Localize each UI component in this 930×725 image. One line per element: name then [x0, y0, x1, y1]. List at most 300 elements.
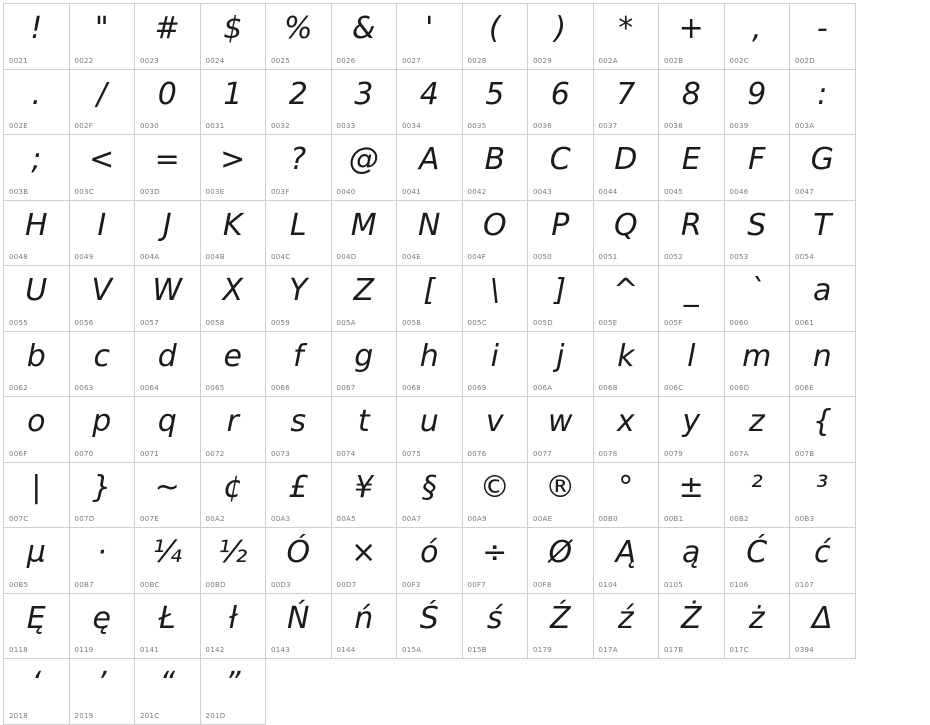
- glyph-cell[interactable]: [528, 528, 594, 594]
- glyph-character: ”: [224, 666, 241, 701]
- glyph-character: 7: [616, 76, 636, 112]
- glyph-codepoint: 0056: [74, 318, 94, 327]
- glyph-character: ©: [479, 469, 510, 505]
- glyph-cell[interactable]: [266, 70, 332, 136]
- glyph-codepoint: 004A: [140, 253, 160, 261]
- glyph-cell[interactable]: [463, 201, 529, 267]
- glyph-cell[interactable]: [332, 463, 398, 529]
- glyph-cell[interactable]: [594, 70, 660, 136]
- glyph-character: Δ: [811, 600, 833, 636]
- glyph-codepoint: 00F8: [533, 580, 552, 589]
- glyph-codepoint: 007A: [729, 449, 749, 458]
- glyph-character: =: [154, 142, 180, 177]
- glyph-character: ¼: [152, 535, 182, 570]
- glyph-cell[interactable]: [266, 463, 332, 529]
- glyph-cell[interactable]: [790, 266, 856, 332]
- glyph-cell[interactable]: [594, 594, 660, 660]
- glyph-cell[interactable]: [266, 266, 332, 332]
- glyph-cell[interactable]: [725, 70, 791, 136]
- glyph-codepoint: 2018: [9, 711, 29, 720]
- glyph-cell[interactable]: [725, 4, 791, 70]
- glyph-cell[interactable]: [4, 528, 70, 594]
- glyph-codepoint: 002A: [598, 56, 618, 65]
- glyph-cell[interactable]: [397, 135, 463, 201]
- glyph-character: M: [350, 207, 377, 243]
- glyph-cell[interactable]: [4, 659, 70, 725]
- glyph-codepoint: 201C: [140, 711, 160, 720]
- glyph-codepoint: 005F: [664, 318, 683, 327]
- glyph-cell[interactable]: [4, 201, 70, 267]
- glyph-character: ń: [354, 600, 374, 636]
- glyph-cell[interactable]: [332, 4, 398, 70]
- glyph-codepoint: 00A9: [467, 515, 487, 523]
- glyph-cell[interactable]: [528, 4, 594, 70]
- glyph-character: J: [162, 207, 172, 243]
- glyph-codepoint: 0024: [205, 56, 225, 65]
- glyph-character: (: [488, 11, 501, 46]
- glyph-cell[interactable]: [528, 201, 594, 267]
- glyph-cell[interactable]: [463, 266, 529, 332]
- glyph-cell[interactable]: [332, 528, 398, 594]
- glyph-codepoint: 017A: [598, 646, 618, 654]
- glyph-character: V: [91, 273, 113, 308]
- glyph-codepoint: 0074: [336, 449, 356, 458]
- glyph-character: u: [419, 404, 439, 439]
- glyph-cell[interactable]: [332, 201, 398, 267]
- glyph-character: £: [288, 469, 308, 505]
- glyph-character: ó: [420, 535, 439, 570]
- glyph-codepoint: 2019: [74, 711, 94, 720]
- glyph-character: R: [680, 207, 702, 243]
- glyph-character: j: [556, 338, 565, 374]
- glyph-codepoint: 00A5: [336, 515, 356, 523]
- glyph-cell[interactable]: [201, 463, 267, 529]
- glyph-cell[interactable]: [790, 4, 856, 70]
- glyph-cell[interactable]: [659, 266, 725, 332]
- glyph-codepoint: 0045: [664, 187, 684, 196]
- glyph-cell[interactable]: [70, 528, 136, 594]
- glyph-cell[interactable]: [4, 594, 70, 660]
- glyph-cell[interactable]: [397, 266, 463, 332]
- glyph-cell[interactable]: [201, 594, 267, 660]
- glyph-codepoint: 005E: [598, 318, 618, 327]
- glyph-codepoint: 004C: [271, 253, 291, 261]
- glyph-cell[interactable]: [332, 266, 398, 332]
- glyph-character: %: [283, 11, 313, 46]
- glyph-codepoint: 0075: [402, 449, 422, 458]
- glyph-cell[interactable]: [201, 135, 267, 201]
- glyph-codepoint: 0065: [205, 384, 225, 392]
- glyph-cell[interactable]: [463, 397, 529, 463]
- glyph-character: B: [484, 142, 506, 177]
- glyph-character: ?: [290, 142, 307, 177]
- glyph-cell[interactable]: [659, 594, 725, 660]
- glyph-character: Ż: [680, 600, 702, 636]
- glyph-codepoint: 003B: [9, 187, 29, 196]
- glyph-codepoint: 0041: [402, 187, 422, 196]
- glyph-cell[interactable]: [70, 70, 136, 136]
- glyph-cell[interactable]: [135, 594, 201, 660]
- glyph-codepoint: 0104: [598, 580, 618, 589]
- glyph-cell[interactable]: [201, 4, 267, 70]
- glyph-character: q: [157, 404, 177, 439]
- glyph-character: H: [24, 207, 48, 243]
- glyph-cell[interactable]: [70, 332, 136, 398]
- glyph-character: Ł: [158, 600, 176, 636]
- glyph-character: E: [681, 142, 701, 177]
- glyph-cell[interactable]: [725, 397, 791, 463]
- glyph-cell[interactable]: [4, 397, 70, 463]
- glyph-codepoint: 017C: [729, 646, 749, 654]
- glyph-cell[interactable]: [659, 135, 725, 201]
- glyph-character: |: [31, 469, 42, 505]
- glyph-character: 5: [485, 76, 505, 112]
- glyph-character: h: [419, 338, 439, 374]
- glyph-cell[interactable]: [70, 594, 136, 660]
- glyph-cell[interactable]: [659, 397, 725, 463]
- glyph-codepoint: 002D: [795, 56, 815, 65]
- glyph-codepoint: 002E: [9, 122, 28, 130]
- glyph-character: W: [152, 273, 183, 308]
- glyph-character: Ć: [746, 535, 768, 570]
- glyph-character: ': [425, 11, 434, 46]
- glyph-character: s: [290, 404, 307, 439]
- glyph-codepoint: 0068: [402, 384, 422, 392]
- glyph-character: d: [157, 338, 177, 374]
- glyph-cell[interactable]: [790, 201, 856, 267]
- glyph-cell[interactable]: [594, 135, 660, 201]
- glyph-codepoint: 0062: [9, 384, 29, 392]
- glyph-character: ·: [96, 535, 107, 570]
- glyph-codepoint: 00D3: [271, 580, 291, 589]
- glyph-codepoint: 0106: [729, 580, 749, 589]
- glyph-character: <: [89, 142, 115, 177]
- glyph-codepoint: 0023: [140, 56, 160, 65]
- glyph-character: “: [159, 666, 176, 701]
- glyph-cell[interactable]: [266, 201, 332, 267]
- glyph-cell[interactable]: [659, 4, 725, 70]
- glyph-cell[interactable]: [463, 135, 529, 201]
- glyph-character: v: [485, 404, 504, 439]
- glyph-cell[interactable]: [201, 528, 267, 594]
- glyph-cell[interactable]: [135, 70, 201, 136]
- glyph-cell[interactable]: [594, 4, 660, 70]
- glyph-cell[interactable]: [594, 332, 660, 398]
- glyph-cell[interactable]: [332, 594, 398, 660]
- glyph-codepoint: 0072: [205, 449, 225, 458]
- glyph-character: ½: [218, 535, 248, 570]
- glyph-cell[interactable]: [397, 332, 463, 398]
- glyph-character: ^: [613, 273, 639, 308]
- glyph-character: }: [92, 469, 112, 505]
- glyph-cell[interactable]: [397, 463, 463, 529]
- glyph-codepoint: 0034: [402, 122, 422, 130]
- glyph-cell[interactable]: [594, 528, 660, 594]
- glyph-cell[interactable]: [790, 397, 856, 463]
- glyph-character: ś: [486, 600, 503, 636]
- glyph-cell[interactable]: [70, 659, 136, 725]
- glyph-cell[interactable]: [725, 135, 791, 201]
- glyph-cell[interactable]: [4, 4, 70, 70]
- glyph-cell[interactable]: [790, 135, 856, 201]
- glyph-codepoint: 00BD: [205, 580, 226, 589]
- glyph-cell[interactable]: [528, 397, 594, 463]
- glyph-cell[interactable]: [528, 594, 594, 660]
- glyph-cell[interactable]: [70, 135, 136, 201]
- glyph-cell[interactable]: [201, 266, 267, 332]
- glyph-cell[interactable]: [4, 266, 70, 332]
- glyph-cell[interactable]: [463, 528, 529, 594]
- glyph-character: ~: [154, 469, 180, 505]
- glyph-character: O: [482, 207, 507, 243]
- glyph-character: $: [223, 11, 243, 46]
- glyph-cell[interactable]: [201, 201, 267, 267]
- glyph-codepoint: 003C: [74, 187, 94, 196]
- glyph-character: f: [292, 338, 304, 374]
- glyph-cell[interactable]: [135, 332, 201, 398]
- glyph-character: ]: [554, 273, 567, 308]
- glyph-cell[interactable]: [4, 135, 70, 201]
- glyph-codepoint: 0141: [140, 646, 160, 654]
- glyph-codepoint: 017B: [664, 646, 684, 654]
- glyph-cell[interactable]: [70, 266, 136, 332]
- glyph-character: e: [223, 338, 242, 374]
- glyph-character: Ø: [548, 535, 573, 570]
- glyph-character: k: [617, 338, 635, 374]
- glyph-character: S: [747, 207, 767, 243]
- glyph-cell[interactable]: [725, 332, 791, 398]
- glyph-cell[interactable]: [397, 70, 463, 136]
- glyph-cell[interactable]: [790, 332, 856, 398]
- glyph-codepoint: 006D: [729, 384, 750, 392]
- glyph-cell[interactable]: [790, 463, 856, 529]
- glyph-grid: [3, 3, 856, 725]
- glyph-character: ¢: [223, 469, 243, 505]
- glyph-character: t: [357, 404, 370, 439]
- glyph-cell[interactable]: [332, 332, 398, 398]
- glyph-character: ę: [92, 600, 111, 636]
- glyph-codepoint: 0048: [9, 253, 29, 261]
- glyph-codepoint: 0144: [336, 646, 356, 654]
- glyph-codepoint: 00BC: [140, 580, 160, 589]
- glyph-character: ÷: [482, 535, 508, 570]
- glyph-codepoint: 0060: [729, 318, 749, 327]
- glyph-codepoint: 007D: [74, 515, 95, 523]
- glyph-cell[interactable]: [725, 528, 791, 594]
- glyph-codepoint: 00B5: [9, 580, 29, 589]
- glyph-codepoint: 00B3: [795, 515, 815, 523]
- glyph-cell[interactable]: [463, 594, 529, 660]
- glyph-cell[interactable]: [70, 397, 136, 463]
- glyph-codepoint: 0035: [467, 122, 487, 130]
- glyph-codepoint: 0179: [533, 646, 553, 654]
- glyph-character: &: [352, 11, 376, 46]
- glyph-character: ź: [617, 600, 634, 636]
- glyph-cell[interactable]: [70, 201, 136, 267]
- glyph-codepoint: 0049: [74, 253, 94, 261]
- glyph-cell[interactable]: [528, 70, 594, 136]
- glyph-character: w: [547, 404, 573, 439]
- glyph-character: _: [683, 273, 699, 308]
- glyph-character: P: [551, 207, 570, 243]
- glyph-cell[interactable]: [266, 397, 332, 463]
- glyph-codepoint: 0105: [664, 580, 684, 589]
- glyph-codepoint: 0040: [336, 187, 356, 196]
- glyph-cell[interactable]: [332, 397, 398, 463]
- glyph-cell[interactable]: [463, 332, 529, 398]
- glyph-cell[interactable]: [4, 70, 70, 136]
- glyph-cell[interactable]: [4, 463, 70, 529]
- glyph-codepoint: 0033: [336, 122, 356, 130]
- glyph-cell[interactable]: [725, 201, 791, 267]
- glyph-cell[interactable]: [528, 135, 594, 201]
- glyph-codepoint: 005B: [402, 318, 422, 327]
- glyph-cell[interactable]: [594, 201, 660, 267]
- glyph-cell[interactable]: [201, 332, 267, 398]
- glyph-cell[interactable]: [135, 463, 201, 529]
- glyph-character: *: [618, 11, 634, 46]
- glyph-cell[interactable]: [463, 70, 529, 136]
- glyph-character: ż: [748, 600, 765, 636]
- glyph-character: Ę: [26, 600, 46, 636]
- glyph-character: ®: [545, 469, 576, 505]
- glyph-character: n: [812, 338, 832, 374]
- glyph-cell[interactable]: [463, 463, 529, 529]
- glyph-codepoint: 006C: [664, 384, 684, 392]
- glyph-codepoint: 0059: [271, 318, 291, 327]
- glyph-cell[interactable]: [528, 266, 594, 332]
- glyph-character: l: [687, 338, 696, 374]
- glyph-codepoint: 007C: [9, 515, 29, 523]
- glyph-cell[interactable]: [70, 4, 136, 70]
- glyph-codepoint: 00F3: [402, 580, 421, 589]
- glyph-cell[interactable]: [725, 463, 791, 529]
- glyph-cell[interactable]: [397, 594, 463, 660]
- glyph-character: ł: [228, 600, 238, 636]
- glyph-character: A: [418, 142, 440, 177]
- glyph-codepoint: 0058: [205, 318, 225, 327]
- glyph-codepoint: 00B2: [729, 515, 749, 523]
- glyph-character: Z: [353, 273, 375, 308]
- glyph-codepoint: 005D: [533, 318, 553, 327]
- glyph-cell[interactable]: [135, 659, 201, 725]
- glyph-codepoint: 003A: [795, 122, 815, 130]
- glyph-codepoint: 0030: [140, 122, 160, 130]
- glyph-character: ą: [682, 535, 701, 570]
- glyph-codepoint: 0037: [598, 122, 618, 130]
- glyph-cell[interactable]: [594, 397, 660, 463]
- glyph-cell[interactable]: [659, 70, 725, 136]
- glyph-codepoint: 003F: [271, 187, 290, 196]
- glyph-codepoint: 00D7: [336, 580, 357, 589]
- glyph-cell[interactable]: [659, 463, 725, 529]
- glyph-codepoint: 0079: [664, 449, 684, 458]
- glyph-character: ): [554, 11, 567, 46]
- glyph-codepoint: 015A: [402, 646, 422, 654]
- glyph-cell[interactable]: [332, 70, 398, 136]
- glyph-codepoint: 0061: [795, 318, 815, 327]
- glyph-cell[interactable]: [266, 332, 332, 398]
- glyph-codepoint: 0051: [598, 253, 618, 261]
- glyph-cell[interactable]: [659, 201, 725, 267]
- glyph-cell[interactable]: [397, 528, 463, 594]
- glyph-cell[interactable]: [201, 659, 267, 725]
- glyph-codepoint: 0063: [74, 384, 94, 392]
- glyph-character: /: [96, 76, 107, 112]
- glyph-cell[interactable]: [266, 135, 332, 201]
- glyph-cell[interactable]: [790, 70, 856, 136]
- glyph-cell[interactable]: [135, 4, 201, 70]
- glyph-cell[interactable]: [266, 528, 332, 594]
- glyph-codepoint: 0073: [271, 449, 291, 458]
- glyph-character: 0: [157, 76, 177, 112]
- glyph-codepoint: 0076: [467, 449, 487, 458]
- glyph-cell[interactable]: [135, 201, 201, 267]
- glyph-codepoint: 0042: [467, 187, 487, 196]
- glyph-cell[interactable]: [332, 135, 398, 201]
- glyph-character: @: [348, 142, 379, 177]
- glyph-cell[interactable]: [659, 332, 725, 398]
- glyph-cell[interactable]: [135, 528, 201, 594]
- glyph-character: y: [682, 404, 701, 439]
- glyph-codepoint: 00AE: [533, 515, 553, 523]
- glyph-cell[interactable]: [70, 463, 136, 529]
- glyph-cell[interactable]: [528, 463, 594, 529]
- glyph-character: 1: [223, 76, 243, 112]
- glyph-cell[interactable]: [397, 4, 463, 70]
- glyph-cell[interactable]: [463, 4, 529, 70]
- glyph-cell[interactable]: [594, 266, 660, 332]
- glyph-cell[interactable]: [135, 266, 201, 332]
- glyph-cell[interactable]: [725, 266, 791, 332]
- glyph-codepoint: 0107: [795, 580, 815, 589]
- glyph-cell[interactable]: [790, 594, 856, 660]
- glyph-cell[interactable]: [528, 332, 594, 398]
- glyph-cell[interactable]: [594, 463, 660, 529]
- glyph-character: !: [30, 11, 43, 46]
- glyph-character: Y: [289, 273, 308, 308]
- glyph-codepoint: 0057: [140, 318, 160, 327]
- glyph-character: 3: [354, 76, 374, 112]
- glyph-cell[interactable]: [135, 397, 201, 463]
- glyph-cell[interactable]: [659, 528, 725, 594]
- glyph-cell[interactable]: [4, 332, 70, 398]
- glyph-codepoint: 006B: [598, 384, 618, 392]
- glyph-cell[interactable]: [266, 594, 332, 660]
- glyph-cell[interactable]: [201, 397, 267, 463]
- glyph-codepoint: 003E: [205, 187, 225, 196]
- glyph-character: ×: [351, 535, 377, 570]
- glyph-cell[interactable]: [397, 397, 463, 463]
- glyph-codepoint: 004B: [205, 253, 225, 261]
- glyph-cell[interactable]: [790, 528, 856, 594]
- glyph-character: ±: [678, 469, 704, 505]
- glyph-character: 6: [550, 76, 570, 112]
- glyph-character: Ń: [287, 600, 310, 636]
- glyph-cell[interactable]: [266, 4, 332, 70]
- glyph-cell[interactable]: [397, 201, 463, 267]
- glyph-cell[interactable]: [201, 70, 267, 136]
- glyph-cell[interactable]: [135, 135, 201, 201]
- glyph-character: m: [742, 338, 772, 374]
- glyph-codepoint: 00B7: [74, 580, 94, 589]
- glyph-codepoint: 006E: [795, 384, 814, 392]
- glyph-cell[interactable]: [725, 594, 791, 660]
- glyph-codepoint: 0067: [336, 384, 356, 392]
- glyph-character: x: [616, 404, 635, 439]
- glyph-character: ": [94, 11, 109, 46]
- glyph-codepoint: 0038: [664, 122, 684, 130]
